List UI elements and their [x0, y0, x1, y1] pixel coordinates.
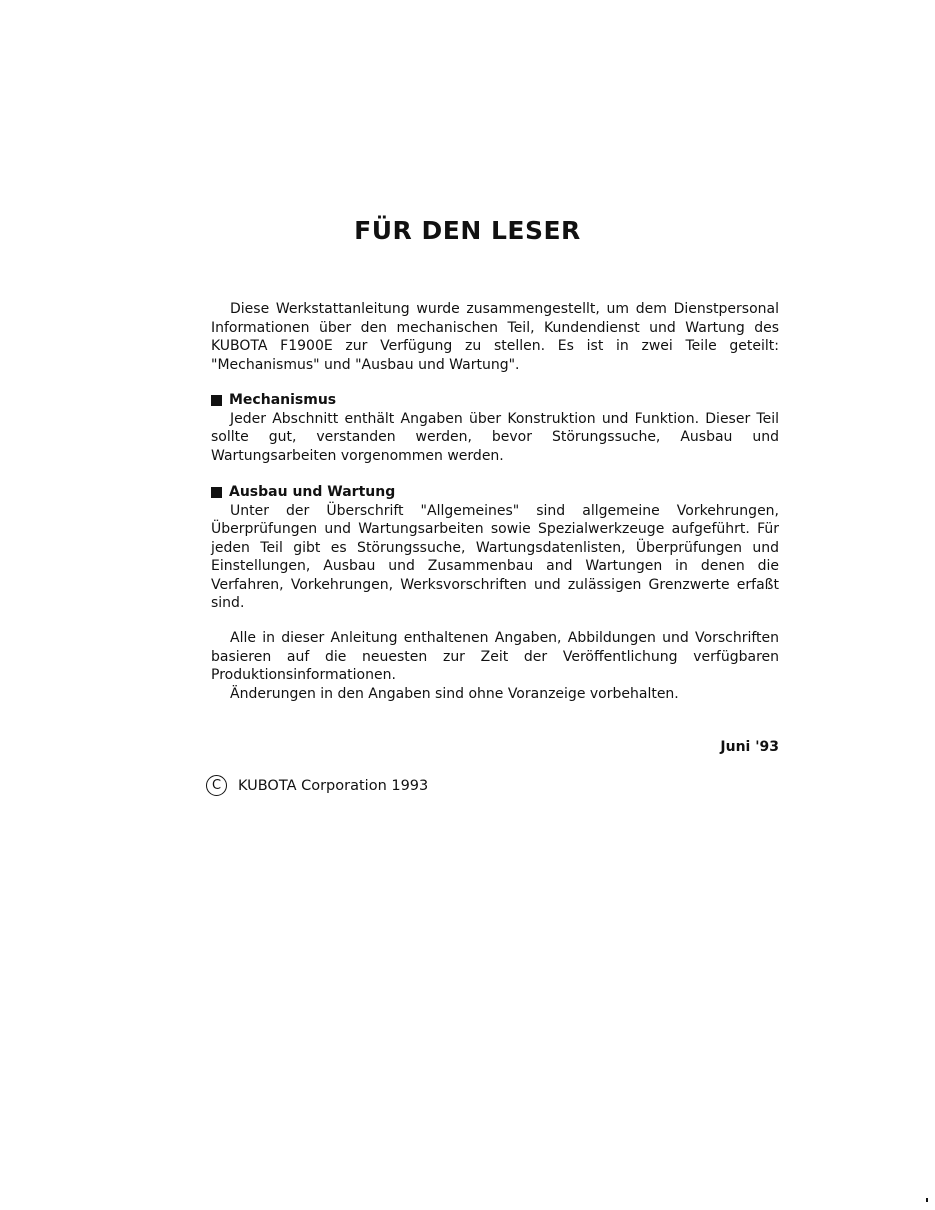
closing-line: Alle in dieser Anleitung enthaltenen Angaben, Abbildungen und Vorschriften	[230, 630, 779, 646]
page-title: FÜR DEN LESER	[354, 216, 581, 245]
closing-line: Änderungen in den Angaben sind ohne Voranzeige vorbehalten.	[230, 685, 679, 702]
closing-line: basieren auf die neuesten zur Zeit der Veröffentlichung verfügbaren	[211, 648, 779, 665]
section-line: Unter der Überschrift "Allgemeines" sind allgemeine Vorkehrungen,	[230, 502, 779, 519]
section-line: Wartungsarbeiten vorgenommen werden.	[211, 447, 504, 464]
intro-line: Diese Werkstattanleitung wurde zusammengestellt, um dem Dienstpersonal	[230, 301, 779, 317]
section-line: Überprüfungen und Wartungsarbeiten sowie Spezialwerkzeuge aufgeführt. Für	[211, 521, 779, 537]
section-line: Jeder Abschnitt enthält Angaben über Konstruktion und Funktion. Dieser Teil	[230, 410, 779, 427]
square-bullet-icon	[211, 487, 222, 498]
section-line: sollte gut, verstanden werden, bevor Störungssuche, Ausbau und	[211, 429, 779, 445]
intro-line: KUBOTA F1900E zur Verfügung zu stellen. Es ist in zwei Teile geteilt:	[211, 338, 779, 354]
section-heading-label: Mechanismus	[229, 392, 337, 408]
page-corner-mark	[926, 1198, 928, 1202]
section-ausbau-wartung	[211, 483, 779, 613]
section-heading	[211, 483, 779, 502]
copyright-notice	[206, 775, 428, 796]
closing-paragraph	[211, 629, 779, 703]
section-line: sind.	[211, 595, 245, 611]
publication-date: Juni '93	[720, 739, 779, 755]
intro-line: "Mechanismus" und "Ausbau und Wartung".	[211, 356, 520, 373]
copyright-text: KUBOTA Corporation 1993	[238, 777, 429, 794]
intro-line: Informationen über den mechanischen Teil, Kundendienst und Wartung des	[211, 319, 779, 336]
section-heading	[211, 391, 779, 410]
section-mechanismus	[211, 391, 779, 465]
section-line: Verfahren, Vorkehrungen, Werksvorschriften und zulässigen Grenzwerte erfaßt	[211, 576, 779, 593]
square-bullet-icon	[211, 395, 222, 406]
closing-line: Produktionsinformationen.	[211, 667, 396, 683]
section-line: Einstellungen, Ausbau und Zusammenbau and Wartungen in denen die	[211, 558, 779, 574]
section-heading-label: Ausbau und Wartung	[229, 484, 396, 500]
copyright-icon: C	[206, 775, 227, 796]
section-line: jeden Teil gibt es Störungssuche, Wartungsdatenlisten, Überprüfungen und	[211, 539, 779, 556]
intro-paragraph	[211, 300, 779, 374]
